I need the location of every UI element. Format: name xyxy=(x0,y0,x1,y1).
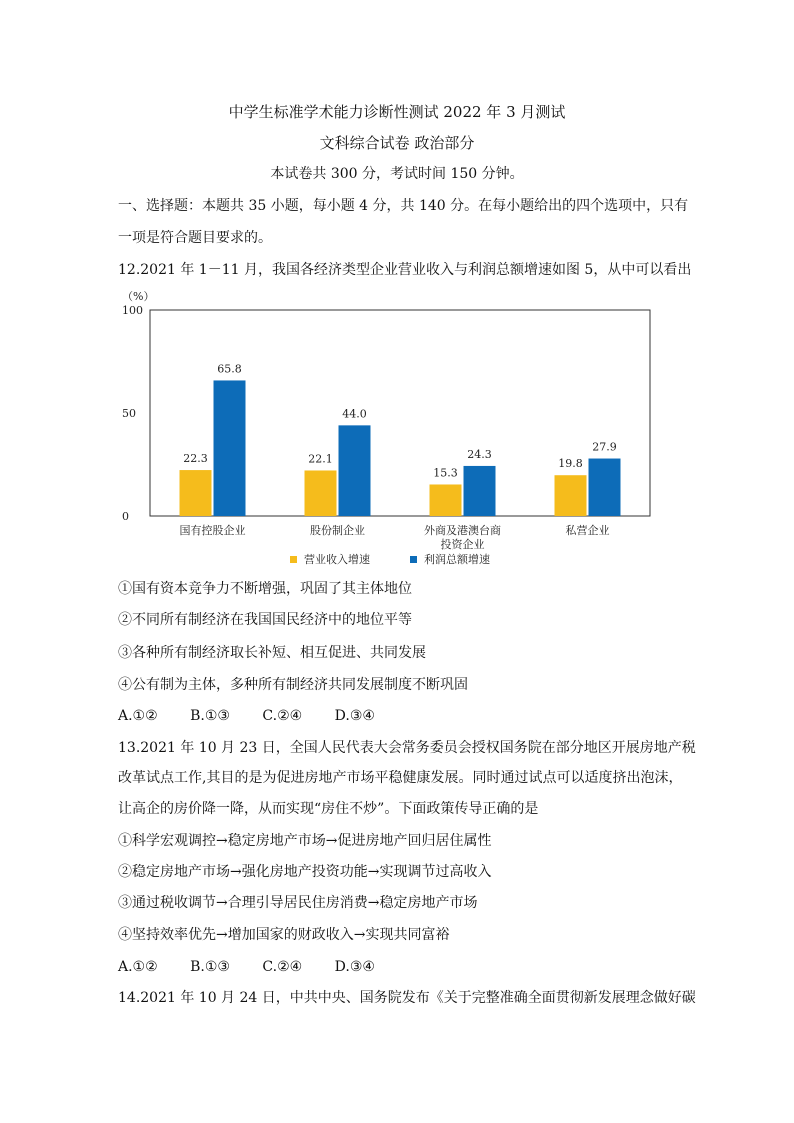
exam-note: 本试卷共 300 分，考试时间 150 分钟。 xyxy=(270,166,524,182)
data-label: 22.3 xyxy=(183,452,208,466)
data-label: 65.8 xyxy=(217,362,242,376)
q12-answer-b: B.①③ xyxy=(190,708,230,724)
q12-option-2: ②不同所有制经济在我国国民经济中的地位平等 xyxy=(118,612,412,628)
bar-revenue xyxy=(305,470,337,516)
q12-answer-a: A.①② xyxy=(118,708,158,724)
exam-title: 中学生标准学术能力诊断性测试 2022 年 3 月测试 xyxy=(228,103,566,121)
q13-answer-d: D.③④ xyxy=(334,959,375,975)
q13-line-2: 改革试点工作,其目的是为促进房地产市场平稳健康发展。同时通过试点可以适度挤出泡沫， xyxy=(118,770,683,786)
bar-revenue xyxy=(555,475,587,516)
q13-answer-b: B.①③ xyxy=(190,959,230,975)
data-label: 15.3 xyxy=(433,466,458,480)
legend-swatch xyxy=(410,556,417,563)
data-label: 22.1 xyxy=(308,452,333,466)
q13-answer-c: C.②④ xyxy=(262,959,303,975)
q13-option-2: ②稳定房地产市场→强化房地产投资功能→实现调节过高收入 xyxy=(118,864,492,880)
y-tick-label: 100 xyxy=(122,304,143,317)
legend-label: 营业收入增速 xyxy=(304,553,370,566)
legend-label: 利润总额增速 xyxy=(424,553,490,566)
data-label: 24.3 xyxy=(467,447,492,461)
exam-subtitle: 文科综合试卷 政治部分 xyxy=(319,134,475,152)
data-label: 19.8 xyxy=(558,457,583,471)
data-label: 44.0 xyxy=(342,407,367,421)
q12-answers xyxy=(118,706,403,726)
bar-profit xyxy=(214,380,246,516)
q12-option-3: ③各种所有制经济取长补短、相互促进、共同发展 xyxy=(118,645,426,661)
legend-swatch xyxy=(290,556,297,563)
q13-line-1: 13.2021 年 10 月 23 日，全国人民代表大会常务委员会授权国务院在部分地区开展房地产税 xyxy=(118,740,696,756)
bar-revenue xyxy=(430,484,462,516)
q12-option-1: ①国有资本竞争力不断增强，巩固了其主体地位 xyxy=(118,581,412,597)
category-label: 国有控股企业 xyxy=(179,524,246,537)
bar-chart xyxy=(118,286,658,576)
q14-line-1: 14.2021 年 10 月 24 日，中共中央、国务院发布《关于完整准确全面贯彻新发展理念做好碳 xyxy=(118,990,696,1006)
q13-option-4: ④坚持效率优先→增加国家的财政收入→实现共同富裕 xyxy=(118,927,450,943)
q12-stem: 12.2021 年 1－11 月，我国各经济类型企业营业收入与利润总额增速如图 5，从中可以看出 xyxy=(118,262,692,278)
q12-option-4: ④公有制为主体，多种所有制经济共同发展制度不断巩固 xyxy=(118,677,468,693)
q13-answers xyxy=(118,957,403,977)
bar-profit xyxy=(464,466,496,516)
bar-revenue xyxy=(180,470,212,516)
section-line-1: 一、选择题：本题共 35 小题，每小题 4 分，共 140 分。在每小题给出的四个选项中，只有 xyxy=(118,198,689,214)
y-tick-label: 50 xyxy=(122,407,136,420)
q12-answer-d: D.③④ xyxy=(334,708,375,724)
section-line-2: 一项是符合题目要求的。 xyxy=(118,230,272,246)
y-tick-label: 0 xyxy=(122,510,129,523)
category-label: 股份制企业 xyxy=(310,524,365,537)
category-label: 投资企业 xyxy=(440,538,485,551)
y-unit-label: （%） xyxy=(122,290,155,303)
bar-profit xyxy=(589,459,621,516)
q13-option-3: ③通过税收调节→合理引导居民住房消费→稳定房地产市场 xyxy=(118,895,478,911)
category-label: 私营企业 xyxy=(565,524,610,537)
q13-option-1: ①科学宏观调控→稳定房地产市场→促进房地产回归居住属性 xyxy=(118,833,492,849)
category-label: 外商及港澳台商 xyxy=(424,524,501,537)
data-label: 27.9 xyxy=(592,440,617,454)
bar-profit xyxy=(339,425,371,516)
q13-answer-a: A.①② xyxy=(118,959,158,975)
q13-line-3: 让高企的房价降一降，从而实现“房住不炒”。下面政策传导正确的是 xyxy=(118,801,539,817)
q12-answer-c: C.②④ xyxy=(262,708,303,724)
